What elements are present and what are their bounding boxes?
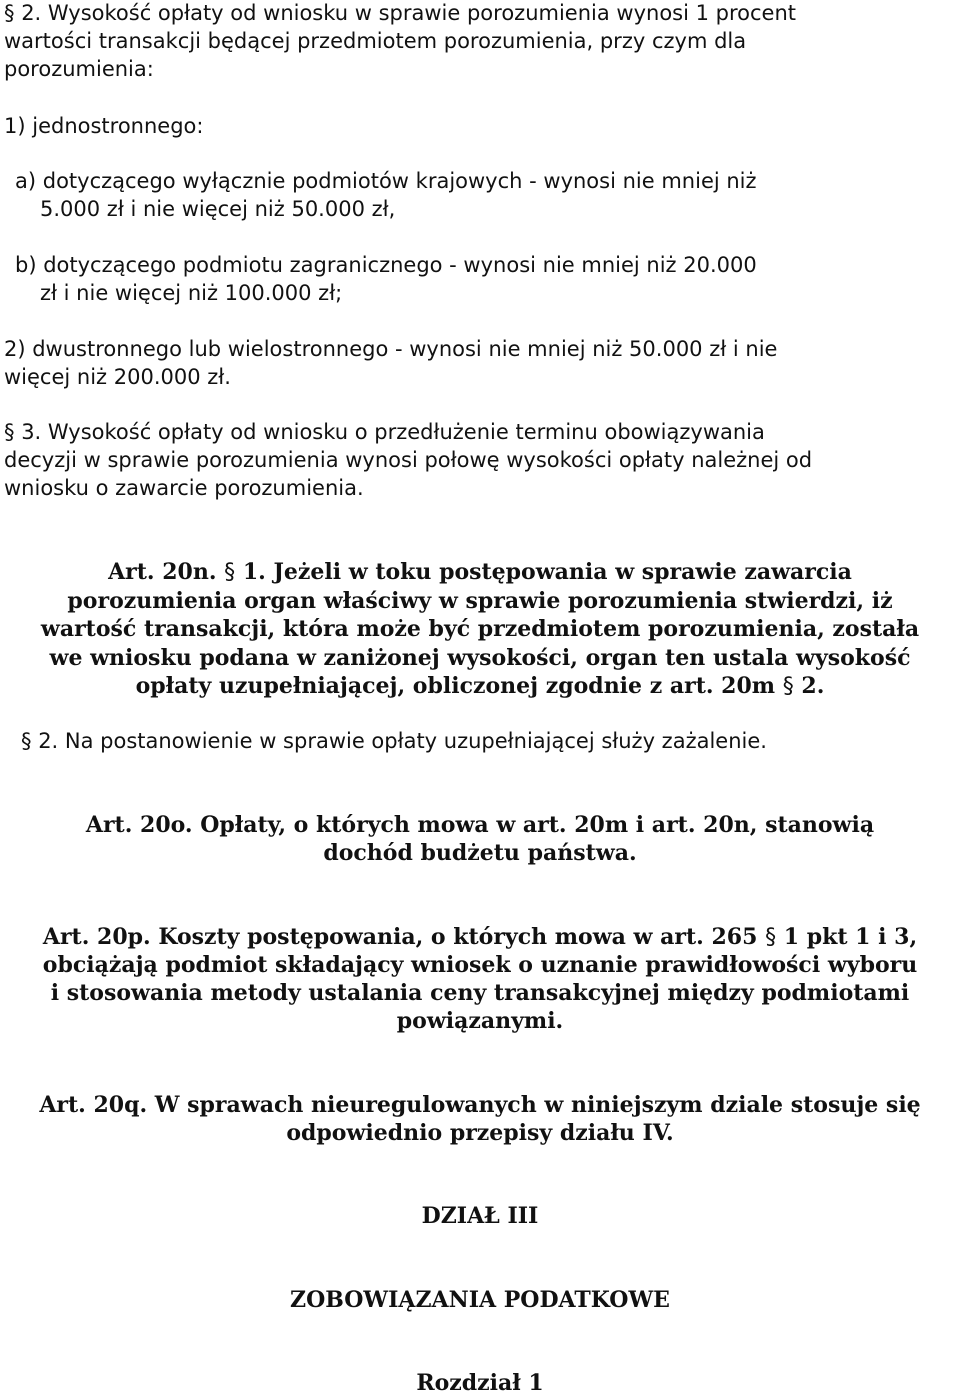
art-20o-line-1: Art. 20o. Opłaty, o których mowa w art. 20m i art. 20n, stanowią <box>85 812 875 838</box>
art-20n-line-1 <box>0 561 960 584</box>
art-20p-line-1 <box>0 926 960 949</box>
section-symbol: § <box>21 729 32 753</box>
paragraph-3-line-2: decyzji w sprawie porozumienia wynosi połowę wysokości opłaty należnej od <box>4 448 813 472</box>
art-20p-line-4: powiązanymi. <box>396 1008 564 1034</box>
art-20q-line-1: Art. 20q. W sprawach nieuregulowanych w niniejszym dziale stosuje się <box>39 1092 921 1118</box>
paragraph-3-line-3: wniosku o zawarcie porozumienia. <box>4 476 364 500</box>
art-20n-line-5 <box>0 675 960 698</box>
art-20p-line-2: obciążają podmiot składający wniosek o uznanie prawidłowości wyboru <box>42 952 918 978</box>
text: 3. Wysokość opłaty od wniosku o przedłużenie terminu obowiązywania <box>21 420 765 444</box>
section-symbol: § <box>4 1 15 25</box>
text: 2. <box>801 673 825 699</box>
section-symbol: § <box>765 925 777 950</box>
division-title: DZIAŁ III <box>421 1203 539 1229</box>
art-20n-line-4: we wniosku podana w zaniżonej wysokości, organ ten ustala wysokość <box>49 645 911 671</box>
art-20o-line-2: dochód budżetu państwa. <box>323 840 637 866</box>
section-symbol: § <box>224 560 236 585</box>
art-20n-line-3: wartość transakcji, która może być przedmiotem porozumienia, została <box>40 616 920 642</box>
art-20n-line-2: porozumienia organ właściwy w sprawie porozumienia stwierdzi, iż <box>67 588 893 614</box>
paragraph-2-line-3: porozumienia: <box>4 57 154 81</box>
section-paragraph-2-line-1 <box>4 3 796 24</box>
paragraph-2-line-2: wartości transakcji będącej przedmiotem porozumienia, przy czym dla <box>4 29 747 53</box>
section-symbol: § <box>4 420 15 444</box>
text: opłaty uzupełniającej, obliczonej zgodnie z art. 20m <box>135 673 776 699</box>
art-20q-line-2: odpowiednio przepisy działu IV. <box>286 1120 674 1146</box>
text: 2. Na postanowienie w sprawie opłaty uzupełniającej służy zażalenie. <box>38 729 767 753</box>
text: 1 pkt 1 i 3, <box>783 924 918 950</box>
division-subtitle: ZOBOWIĄZANIA PODATKOWE <box>290 1287 670 1313</box>
point-b-line-2: zł i nie więcej niż 100.000 zł; <box>40 281 343 305</box>
paragraph-3-line-1 <box>4 422 765 443</box>
chapter-title: Rozdział 1 <box>416 1370 544 1396</box>
art-20n-paragraph-2 <box>21 731 767 752</box>
text: Art. 20p. Koszty postępowania, o których mowa w art. 265 <box>42 924 758 950</box>
point-a-line-1: a) dotyczącego wyłącznie podmiotów krajowych - wynosi nie mniej niż <box>15 169 757 193</box>
text: 2. Wysokość opłaty od wniosku w sprawie porozumienia wynosi 1 procent <box>21 1 797 25</box>
point-b-line-1: b) dotyczącego podmiotu zagranicznego - wynosi nie mniej niż 20.000 <box>15 253 757 277</box>
text: 1. Jeżeli w toku postępowania w sprawie zawarcia <box>242 559 852 585</box>
section-symbol: § <box>782 674 794 699</box>
point-1-heading: 1) jednostronnego: <box>4 114 204 138</box>
art-20p-line-3: i stosowania metody ustalania ceny transakcyjnej między podmiotami <box>50 980 910 1006</box>
point-a-line-2: 5.000 zł i nie więcej niż 50.000 zł, <box>40 197 396 221</box>
point-2-line-2: więcej niż 200.000 zł. <box>4 365 231 389</box>
point-2-line-1: 2) dwustronnego lub wielostronnego - wynosi nie mniej niż 50.000 zł i nie <box>4 337 778 361</box>
article-number: Art. 20n. <box>108 559 217 585</box>
